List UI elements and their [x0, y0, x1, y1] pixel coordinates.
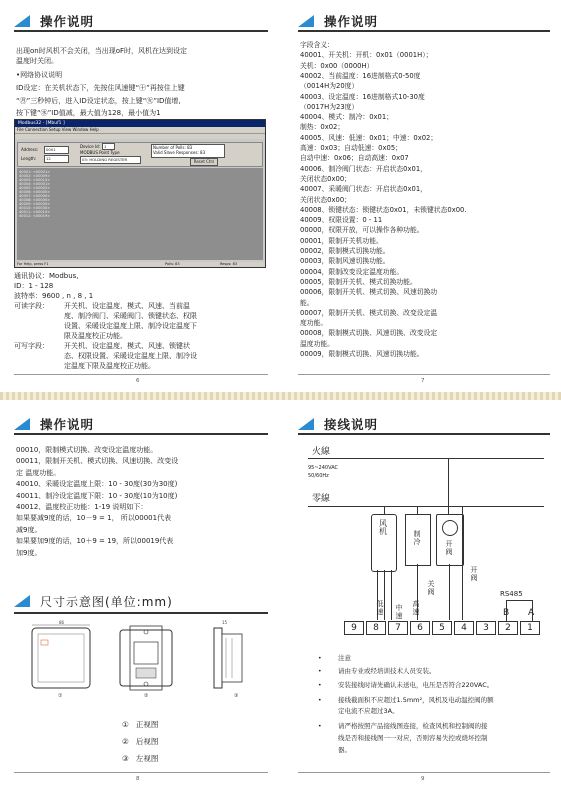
register-row: 40003: <00010> [19, 178, 51, 182]
page7-text-line: 00006，限制开关机、模式切换、风速切换功 [300, 288, 438, 297]
readable-line: 开关机、设定温度、模式、风速、当前温 [64, 302, 190, 310]
page6-footer-rule [14, 374, 268, 375]
length-label: Length: [21, 156, 37, 161]
page8-text-line: 定 温度功能。 [16, 468, 61, 477]
page7-text-line: 00008，限制模式切换、风速切换、改变设定 [300, 329, 438, 338]
triangle-icon [298, 15, 314, 27]
device-id-label: Device Id: [80, 144, 101, 149]
page6-text-3: •网络协议说明 [16, 71, 63, 79]
view-mark: ③ [234, 693, 239, 699]
front-dim-label: 86 [59, 620, 65, 625]
close-valve-label: 关阀 [427, 580, 435, 596]
readable-label: 可读字段： [14, 302, 49, 310]
page7-text-line: 40008、锁键状态：锁键状态0x01，未锁键状态0x00. [300, 205, 467, 214]
note-line: 器。 [338, 746, 351, 754]
page7-text-line: 40002、当前温度：16进制格式0-50度 [300, 71, 421, 80]
window-titlebar: Modbus32 - [Mbuf1 ] [15, 120, 265, 127]
note-line: 请由专业或经培训技术人员安装。 [338, 667, 436, 675]
legend-number: ③ [122, 754, 129, 763]
legend-label: 后视图 [135, 737, 159, 746]
page-number: 7 [421, 378, 425, 384]
register-row: 40005: <00002> [19, 186, 51, 190]
writable-line: 态、权限设置、采暖设定温度上限、制冷设 [64, 352, 197, 360]
protocol-line-1: 通讯协议：Modbus, [14, 272, 79, 280]
page7-text-line: 40009、权限设置：0 - 11 [300, 216, 383, 225]
terminal: 2 [498, 621, 518, 635]
page9-title: 接线说明 [324, 417, 379, 432]
open-valve-label: 开阀 [470, 566, 478, 582]
page7-text-line: 40001、开关机：开机：0x01（0001H）； [300, 51, 433, 60]
heating-valve-label: 开阀 [445, 540, 453, 556]
writable-line: 开关机、设定温度、模式、风速、锁键状 [64, 342, 190, 350]
address-field: 0001 [44, 146, 69, 154]
page7-text-line: 00001，限制开关机功能。 [300, 236, 383, 245]
page7-text-line: （0017H为23度） [300, 102, 359, 111]
terminal: 5 [432, 621, 452, 635]
page6-text-5: “㊊”三秒钟后，进入ID设定状态，按上键“㊋”ID值增, [16, 97, 181, 105]
page7-text-line: 40005、风速：低速：0x01；中速：0x02； [300, 133, 438, 142]
page7-text-line: 制热：0x02； [300, 123, 345, 132]
writable-line: 定温度下限及温度校正功能。 [64, 362, 155, 370]
register-row: 40010: <00030> [19, 206, 51, 210]
note-line: 定电流不应超过3A。 [338, 707, 399, 715]
frequency-label: 50/60Hz [308, 473, 329, 479]
neutral-label: 零線 [312, 494, 331, 504]
register-row: 40007: <00000> [19, 194, 51, 198]
readable-line: 限及温度校正功能。 [64, 332, 127, 340]
fan-lead [391, 570, 392, 620]
valid-info: Valid Slave Responses: 83 [153, 150, 206, 155]
rs485-b-label: B [503, 608, 510, 618]
window-toolbar [15, 133, 265, 139]
page7-text-line: （0014H为20度） [300, 82, 359, 91]
page7-text-line: 00007，限制开关机、模式切换、改变设定温 [300, 308, 438, 317]
bullet-icon: • [318, 723, 322, 730]
bullet-icon: • [318, 682, 322, 689]
size-header [14, 590, 173, 612]
register-row: 40011: <00010> [19, 210, 51, 214]
size-rule [14, 612, 268, 614]
reset-counters-button: Reset Ctrs [190, 158, 218, 166]
page7-text-line: 00004，限制改变设定温度功能。 [300, 267, 404, 276]
page8-text-line: 00011，限制开关机、模式切换、风速切换、改变设 [16, 457, 179, 466]
view-mark: ① [58, 693, 63, 699]
page6-text-6: 按下键“㊌”ID值减，最大值为128，最小值为1 [16, 109, 161, 117]
front-view [32, 628, 90, 688]
valve-wire [417, 506, 418, 514]
page7-text-line: 00000，权限开放，可以操作各种功能。 [300, 226, 424, 235]
writable-label: 可写字段： [14, 342, 49, 350]
page7-text-line: 度功能。 [300, 319, 328, 328]
page6-title: 操作说明 [40, 14, 95, 29]
legend-label: 左视图 [135, 754, 159, 763]
page7-text-line: 40003、设定温度：16进制格式10-30度 [300, 92, 425, 101]
page-number: 9 [421, 776, 425, 782]
page6-text-1: 出现on时风机不会关闭，当出现oF时，风机在达到设定 [16, 47, 188, 55]
dimension-drawings [14, 618, 268, 710]
terminal: 9 [344, 621, 364, 635]
page7-title: 操作说明 [324, 14, 379, 29]
page6-header [14, 10, 94, 32]
legend-item-side [122, 754, 158, 763]
register-row: 40001: <00001> [19, 170, 51, 174]
page9-rule [298, 433, 550, 435]
rear-connector [136, 668, 156, 678]
page7-text-line: 能。 [300, 298, 314, 307]
terminal: 1 [520, 621, 540, 635]
page-number: 8 [136, 776, 140, 782]
device-id-field: 1 [102, 143, 115, 150]
bullet-icon: • [318, 697, 322, 704]
fan-wire [384, 506, 385, 514]
point-type-select: 03: HOLDING REGISTER [80, 156, 141, 164]
triangle-icon [14, 418, 30, 430]
page8-text-line: 加9度。 [16, 548, 42, 557]
status-left: For Help, press F1 [17, 262, 49, 266]
live-label: 火線 [312, 447, 331, 457]
page7-text-line: 温度功能。 [300, 339, 334, 348]
page8-text-line: 如果要加9度的话，10＋9 = 19，所以00019代表 [16, 537, 174, 546]
readable-line: 设置、采暖设定温度上限、制冷设定温度下 [64, 322, 197, 330]
status-right: Resps: 83 [220, 262, 238, 266]
legend-item-front [122, 720, 158, 729]
note-line: 请严格按照产品接线图连接，检查风机和控制阀的接 [338, 722, 488, 730]
view-mark: ② [144, 693, 149, 699]
speed-low-label: 低速 [376, 600, 384, 616]
page7-text-line: 高速：0x03；自动低速：0x05； [300, 144, 402, 152]
page7-text-line: 00009，限制模式切换、风速切换功能。 [300, 350, 424, 358]
register-row: 40002: <00009> [19, 174, 51, 178]
heat-valve-lead [449, 564, 450, 620]
legend-label: 正视图 [135, 720, 159, 729]
register-list [17, 168, 263, 260]
modbus-software-screenshot [14, 119, 266, 268]
address-label: Address: [21, 147, 39, 152]
page7-text-line: 自动中速：0x06；自动高速：0x07 [300, 154, 409, 163]
terminal: 4 [454, 621, 474, 635]
cooling-valve-label: 制冷 [413, 530, 421, 546]
page7-text-line: 字段含义： [300, 41, 334, 49]
terminal: 7 [388, 621, 408, 635]
note-line: 接线截面积不应超过1.5mm²，风机及电动温控阀的额 [338, 696, 494, 704]
page8-text-line: 减9度。 [16, 525, 42, 534]
neutral-wire [308, 506, 544, 507]
terminal: 3 [476, 621, 496, 635]
register-row: 40006: <00000> [19, 190, 51, 194]
speed-high-label: 高速 [412, 600, 420, 616]
bullet-icon: • [318, 655, 322, 662]
page8-text-line: 40011、制冷设定温度下限：10 - 30度(10为10度) [16, 491, 178, 500]
heat-valve-lead [462, 506, 463, 620]
notes-title: 注意 [338, 654, 351, 662]
protocol-line-3: 波特率：9600 , n , 8 , 1 [14, 292, 94, 300]
rs485-wire [506, 600, 533, 601]
page9-header [298, 413, 378, 435]
page8-header [14, 413, 94, 435]
legend-number: ① [122, 720, 129, 729]
fan-label: 风机 [379, 519, 387, 536]
page7-rule [298, 30, 550, 32]
heating-valve-symbol [442, 520, 458, 536]
triangle-icon [14, 595, 30, 607]
page7-text-line: 00002，限制模式切换功能。 [300, 247, 390, 255]
page7-text-line: 40004、模式：制冷：0x01； [300, 113, 393, 122]
side-dim-label: 15 [222, 620, 228, 625]
rs485-label: RS485 [500, 590, 523, 598]
size-title: 尺寸示意图(单位:mm) [40, 594, 173, 609]
page8-rule [14, 433, 268, 435]
page8-text-line: 40012、温度校正功能：1-19 说明如下： [16, 503, 148, 511]
register-row: 40009: <00000> [19, 202, 51, 206]
terminal: 8 [366, 621, 386, 635]
voltage-label: 95~240VAC [308, 465, 339, 471]
protocol-line-2: ID：1 - 128 [14, 282, 54, 290]
page7-text-line: 00005，限制开关机、模式切换功能。 [300, 277, 417, 286]
page7-text-line: 关闭状态0x00； [300, 174, 351, 183]
page7-footer-rule [298, 374, 550, 375]
heat-valve-wire [448, 458, 449, 514]
page7-text-line: 40007、采暖阀门状态：开启状态0x01， [300, 185, 427, 194]
settings-panel [17, 142, 263, 167]
status-bar [15, 262, 265, 267]
note-line: 线是否和接线图一一对应，否则容易失控或烧坏控制 [338, 734, 488, 742]
triangle-icon [298, 418, 314, 430]
triangle-icon [14, 15, 30, 27]
legend-item-rear [122, 737, 158, 746]
page7-text-line: 关机：0x00（0000H） [300, 61, 374, 70]
page6-rule [14, 30, 268, 32]
speed-mid-label: 中速 [395, 604, 403, 620]
page-separator [0, 392, 561, 400]
point-type-label: MODBUS Point Type [80, 150, 120, 155]
page7-text-line: 关闭状态0x00； [300, 195, 351, 204]
window-menubar: File Connection Setup View Window Help [15, 127, 265, 133]
register-row: 40004: <00001> [19, 182, 51, 186]
page8-text-line: 00010，限制模式切换、改变设定温度功能。 [16, 446, 158, 454]
live-wire [308, 458, 544, 459]
legend-number: ② [122, 737, 129, 746]
page7-header [298, 10, 378, 32]
page-number: 6 [136, 378, 140, 384]
register-row: 40008: <00000> [19, 198, 51, 202]
polls-info: Number of Polls: 83 [153, 145, 193, 150]
page8-text-line: 40010、采暖设定温度上限：10 - 30度(30为30度) [16, 480, 178, 489]
note-line: 安装接线时请先确认未送电，电压是否符合220VAC。 [338, 681, 494, 689]
side-view-face [214, 628, 222, 688]
page7-text-line: 00003，限制风速切换功能。 [300, 257, 390, 266]
bullet-icon: • [318, 668, 322, 675]
page8-footer-rule [14, 772, 268, 773]
register-row: 40012: <00019> [19, 214, 51, 218]
page7-text-line: 40006、制冷阀门状态：开启状态0x01， [300, 164, 427, 173]
page9-footer-rule [298, 772, 550, 773]
length-field: 12 [44, 155, 69, 163]
rs485-a-label: A [528, 608, 535, 618]
readable-line: 度、制冷阀门、采暖阀门、锁键状态、权限 [64, 312, 197, 320]
status-mid: Polls: 83 [165, 262, 180, 266]
terminal: 6 [410, 621, 430, 635]
page8-text-line: 如果要减9度的话，10－9 = 1， 所以00001代表 [16, 514, 172, 523]
page6-text-2: 温度时关闭。 [16, 57, 58, 65]
page6-text-4: ID设定：在关机状态下，先按住风速键“㊉”再按住上键 [16, 84, 185, 92]
page8-title: 操作说明 [40, 417, 95, 432]
